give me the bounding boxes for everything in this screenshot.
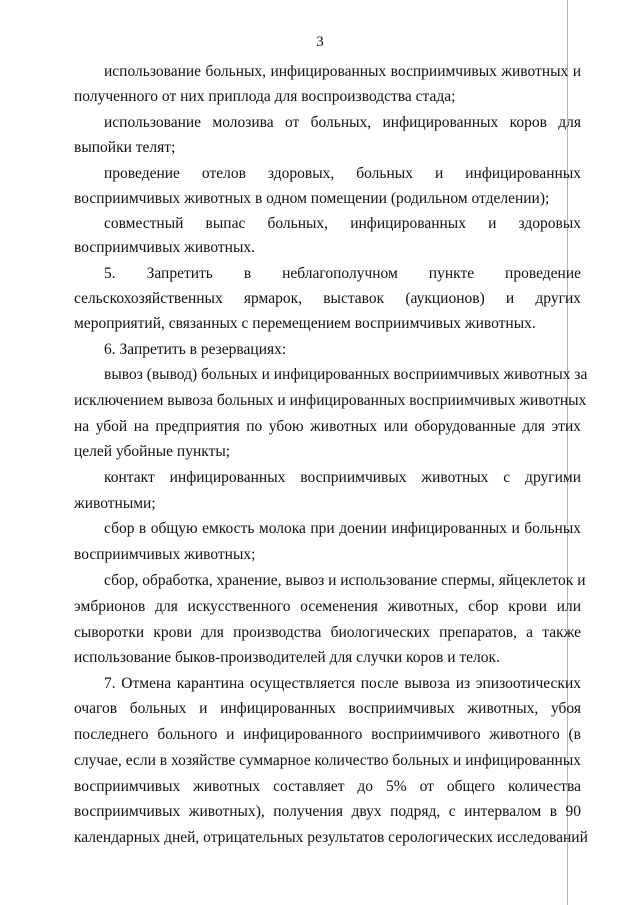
paragraph-line: сыворотки крови для производства биологических препаратов, а также <box>74 624 581 641</box>
paragraph-line: исключением вывоза больных и инфицированных восприимчивых животных <box>74 392 587 409</box>
paragraph-line: эмбрионов для искусственного осеменения животных, сбор крови или <box>74 598 581 615</box>
paragraph-line: 5. Запретить в неблагополучном пункте проведение <box>104 265 581 282</box>
paragraph-line: восприимчивых животных), получения двух подряд, с интервалом в 90 <box>74 803 581 820</box>
paragraph-line: целей убойные пункты; <box>74 443 231 460</box>
paragraph-line: восприимчивых животных в одном помещении (родильном отделении); <box>74 190 550 207</box>
paragraph-line: 6. Запретить в резервациях: <box>104 341 287 358</box>
paragraph-line: сбор в общую емкость молока при доении инфицированных и больных <box>104 520 581 537</box>
paragraph-line: очагов больных и инфицированных восприимчивых животных, убоя <box>74 700 581 717</box>
paragraph-line: сельскохозяйственных ярмарок, выставок (аукционов) и других <box>74 290 581 307</box>
paragraph-line: восприимчивых животных; <box>74 546 256 563</box>
paragraph-line: восприимчивых животных. <box>74 239 255 256</box>
paragraph-line: мероприятий, связанных с перемещением восприимчивых животных. <box>74 315 536 332</box>
paragraph-line: вывоз (вывод) больных и инфицированных восприимчивых животных за <box>104 366 588 383</box>
paragraph-line: проведение отелов здоровых, больных и инфицированных <box>104 165 581 182</box>
paragraph-line: полученного от них приплода для воспроизводства стада; <box>74 88 456 105</box>
paragraph-line: выпойки телят; <box>74 139 176 156</box>
paragraph-line: использование быков-производителей для случки коров и телок. <box>74 649 500 666</box>
paragraph-line: использование больных, инфицированных восприимчивых животных и <box>104 63 581 80</box>
paragraph-line: календарных дней, отрицательных результатов серологических исследований <box>74 829 588 846</box>
paragraph-line: восприимчивых животных составляет до 5% от общего количества <box>74 778 581 795</box>
paragraph-line: случае, если в хозяйстве суммарное количество больных и инфицированных <box>74 752 581 769</box>
paragraph-line: последнего больного и инфицированного восприимчивого животного (в <box>74 726 581 743</box>
paragraph-line: 7. Отмена карантина осуществляется после вывоза из эпизоотических <box>104 675 581 692</box>
paragraph-line: на убой на предприятия по убою животных или оборудованные для этих <box>74 418 581 435</box>
paragraph-line: совместный выпас больных, инфицированных и здоровых <box>104 215 581 232</box>
paragraph-line: контакт инфицированных восприимчивых животных с другими <box>104 469 581 486</box>
paragraph-line: использование молозива от больных, инфицированных коров для <box>104 114 581 131</box>
paragraph-line: животными; <box>74 495 156 512</box>
paragraph-line: сбор, обработка, хранение, вывоз и использование спермы, яйцеклеток и <box>104 572 586 589</box>
page-number: 3 <box>316 34 324 50</box>
